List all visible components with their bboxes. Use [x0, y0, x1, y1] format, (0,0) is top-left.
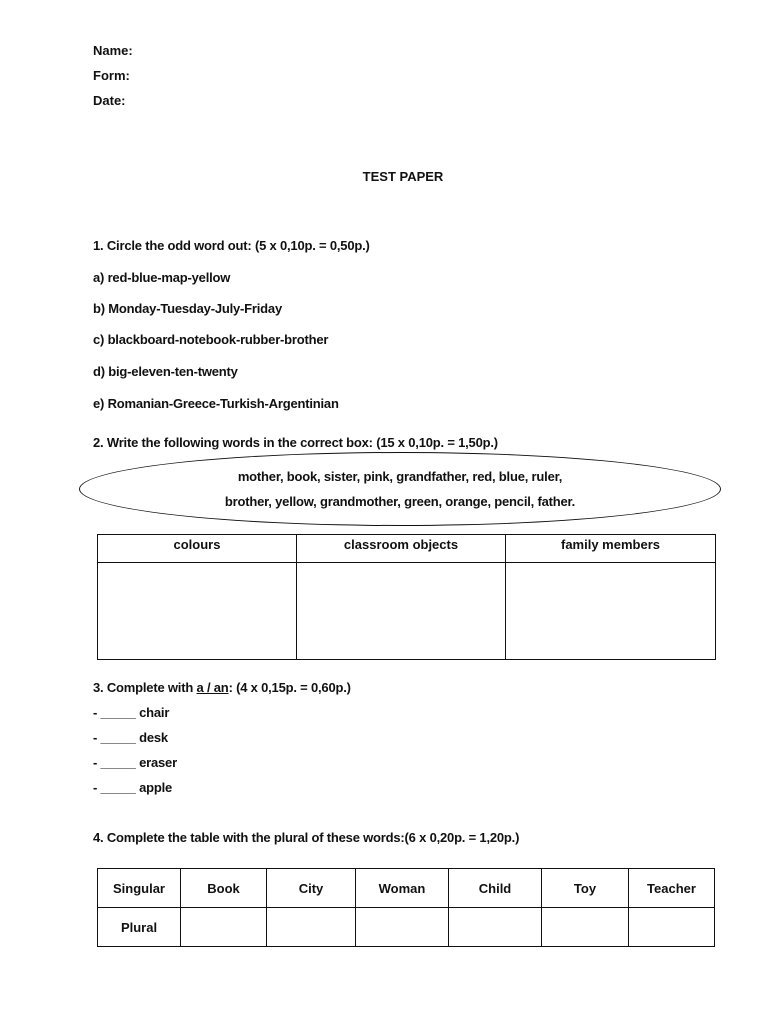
singular-city: City	[267, 869, 356, 908]
word-bank-ellipse	[79, 452, 721, 526]
exercise1-item-a: a) red-blue-map-yellow	[93, 270, 231, 285]
singular-woman: Woman	[356, 869, 449, 908]
plural-teacher-answer[interactable]	[629, 908, 715, 947]
plural-row-header: Plural	[98, 908, 181, 947]
plural-child-answer[interactable]	[449, 908, 542, 947]
plural-table	[97, 868, 715, 947]
form-label: Form:	[93, 68, 130, 83]
exercise1-item-b: b) Monday-Tuesday-July-Friday	[93, 301, 282, 316]
exercise3-item-chair: - _____ chair	[93, 705, 170, 720]
singular-toy: Toy	[542, 869, 629, 908]
colours-answer-box[interactable]	[98, 563, 297, 660]
exercise1-item-c: c) blackboard-notebook-rubber-brother	[93, 332, 329, 347]
plural-toy-answer[interactable]	[542, 908, 629, 947]
exercise3-item-desk: - _____ desk	[93, 730, 168, 745]
name-label: Name:	[93, 43, 133, 58]
exercise2-instruction: 2. Write the following words in the correct box: (15 x 0,10p. = 1,50p.)	[93, 435, 498, 450]
page-title: TEST PAPER	[362, 169, 444, 184]
singular-child: Child	[449, 869, 542, 908]
column-header-family-members: family members	[506, 535, 716, 563]
singular-teacher: Teacher	[629, 869, 715, 908]
exercise1-instruction: 1. Circle the odd word out: (5 x 0,10p. = 0,50p.)	[93, 238, 370, 253]
singular-book: Book	[181, 869, 267, 908]
exercise3-item-eraser: - _____ eraser	[93, 755, 177, 770]
exercise1-item-e: e) Romanian-Greece-Turkish-Argentinian	[93, 396, 339, 411]
exercise4-instruction: 4. Complete the table with the plural of these words:(6 x 0,20p. = 1,20p.)	[93, 830, 520, 845]
exercise1-item-d: d) big-eleven-ten-twenty	[93, 364, 238, 379]
plural-book-answer[interactable]	[181, 908, 267, 947]
date-label: Date:	[93, 93, 126, 108]
singular-row-header: Singular	[98, 869, 181, 908]
family-members-answer-box[interactable]	[506, 563, 716, 660]
exercise3-item-apple: - _____ apple	[93, 780, 173, 795]
exercise3-instruction	[93, 680, 351, 695]
category-table	[97, 534, 716, 660]
plural-woman-answer[interactable]	[356, 908, 449, 947]
classroom-objects-answer-box[interactable]	[297, 563, 506, 660]
plural-city-answer[interactable]	[267, 908, 356, 947]
word-bank-line-1: mother, book, sister, pink, grandfather, red, blue, ruler,	[237, 469, 563, 484]
exercise3-instruction-suffix: : (4 x 0,15p. = 0,60p.)	[228, 680, 351, 695]
word-bank-line-2: brother, yellow, grandmother, green, orange, pencil, father.	[224, 494, 576, 509]
column-header-colours: colours	[98, 535, 297, 563]
column-header-classroom-objects: classroom objects	[297, 535, 506, 563]
exercise3-instruction-underlined: a / an	[196, 680, 229, 695]
exercise3-instruction-prefix: 3. Complete with	[93, 680, 197, 695]
